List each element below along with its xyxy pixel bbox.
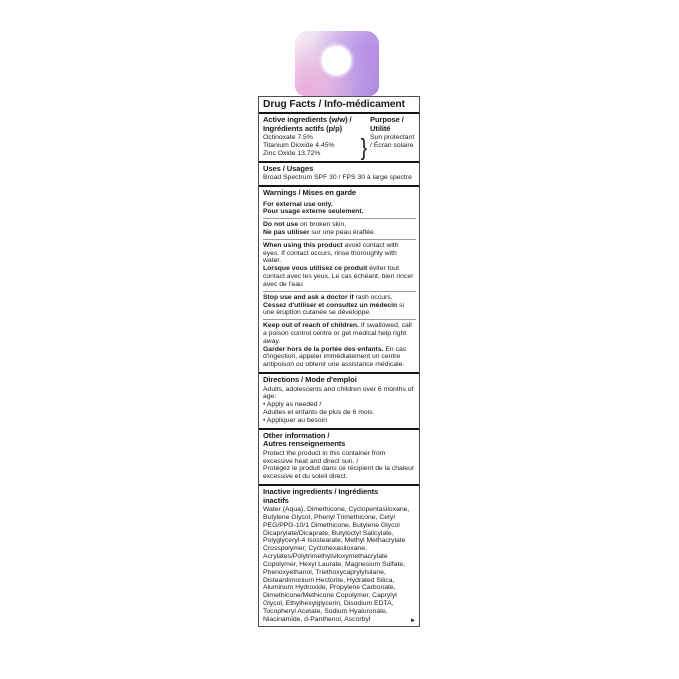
- other-information-section: [259, 430, 419, 486]
- directions-line: Adultes et enfants de plus de 6 mois:: [263, 409, 375, 417]
- other-information-heading: Other information / Autres renseignements: [263, 430, 346, 449]
- active-ingredient-item: Zinc Oxide 13.72%: [263, 149, 321, 157]
- warning-external-use: For external use only. Pour usage externe seulement.: [263, 200, 364, 216]
- uses-section: [259, 163, 419, 187]
- inactive-ingredients-section: [259, 486, 419, 626]
- drug-facts-panel: [258, 96, 420, 627]
- directions-heading: Directions / Mode d'emploi: [263, 375, 357, 384]
- warning-when-using: When using this product avoid contact with eyes. If contact occurs, rinse thoroughly with water. Lorsque vous utilisez ce produit éviter tout contact avec les yeux. Le cas échéant, bien rincer avec de l'eau: [263, 239, 416, 289]
- uses-heading: Uses / Usages: [263, 163, 314, 173]
- inactive-ingredients-body: Water (Aqua), Dimethicone, Cyclopentasiloxane, Butylene Glycol, Phenyl Trimethicone, Cetyl PEG/PPG-10/1 Dimethicone, Butylene Glycol Dicaprylate/Dicaprate, Butyloctyl Salicylate, Polyglyceryl-4 Isostearate, Methyl Methacrylate Crosspolymer, Cyclohexasiloxane, Acrylates/Polytrimethylsiloxymethacrylate Copolymer, Hexyl Laurate, Magnesium Sulfate, Phenoxyethanol, Triethoxycaprylylsilane, Disteardimonium Hectorite, Hydrated Silica, Aluminum Hydroxide, Propylene Carbonate, Dimethicone/Methicone Copolymer, Caprylyl Glycol, Ethylhexylglycerin, Disodium EDTA, Tocopheryl Acetate, Sodium Hyaluronate, Niacinamide, d-Panthenol, Ascorbyl: [263, 506, 410, 623]
- purpose-value: Sun protectant / Écran solaire: [370, 134, 415, 149]
- package-hang-tab: [295, 31, 379, 96]
- active-ingredient-item: Octinoxate 7.5%: [263, 134, 313, 142]
- directions-line: • Apply as needed /: [263, 401, 322, 409]
- brace-glyph: }: [360, 133, 368, 160]
- active-ingredients-heading: Active ingredients (w/w) / Ingrédients actifs (p/p): [263, 115, 352, 133]
- hang-tab-hole: [322, 46, 351, 75]
- warning-do-not-use: Do not use on broken skin. Ne pas utiliser sur une peau éraflée.: [263, 218, 416, 237]
- warning-stop-use: Stop use and ask a doctor if rash occurs. Cessez d'utiliser et consultez un médecin si une éruption cutanée se développe.: [263, 291, 416, 317]
- inactive-ingredients-heading: Inactive ingredients / Ingrédients inactifs: [263, 487, 379, 505]
- other-information-body-en: Protect the product in this container from excessive heat and direct sun. /: [263, 449, 386, 465]
- continuation-arrow-icon: ►: [410, 618, 416, 625]
- warnings-heading: Warnings / Mises en garde: [263, 187, 357, 197]
- drug-facts-title: Drug Facts / Info-médicament: [259, 97, 419, 114]
- purpose-heading: Purpose / Utilité: [370, 115, 404, 133]
- directions-section: [259, 374, 419, 430]
- other-information-body-fr: Protégez le produit dans ce récipient de la chaleur excessive et du soleil direct.: [263, 465, 415, 481]
- directions-line: Adults, adolescents and children over 6 months of age:: [263, 385, 414, 401]
- directions-line: • Appliquer au besoin: [263, 416, 327, 424]
- warnings-section: [259, 187, 419, 374]
- uses-body: Broad Spectrum SPF 30 / FPS 30 à large spectre: [263, 174, 412, 182]
- active-ingredient-item: Titanium Dioxide 4.45%: [263, 141, 335, 149]
- active-ingredients-section: [259, 114, 419, 163]
- warning-keep-out-of-reach: Keep out of reach of children. If swallowed, call a poison control centre or get medical help right away. Garder hors de la portée des enfants. En cas d'ingestion, appeler immédiatement un centre antipoison ou obtenir une assistance médicale.: [263, 319, 416, 369]
